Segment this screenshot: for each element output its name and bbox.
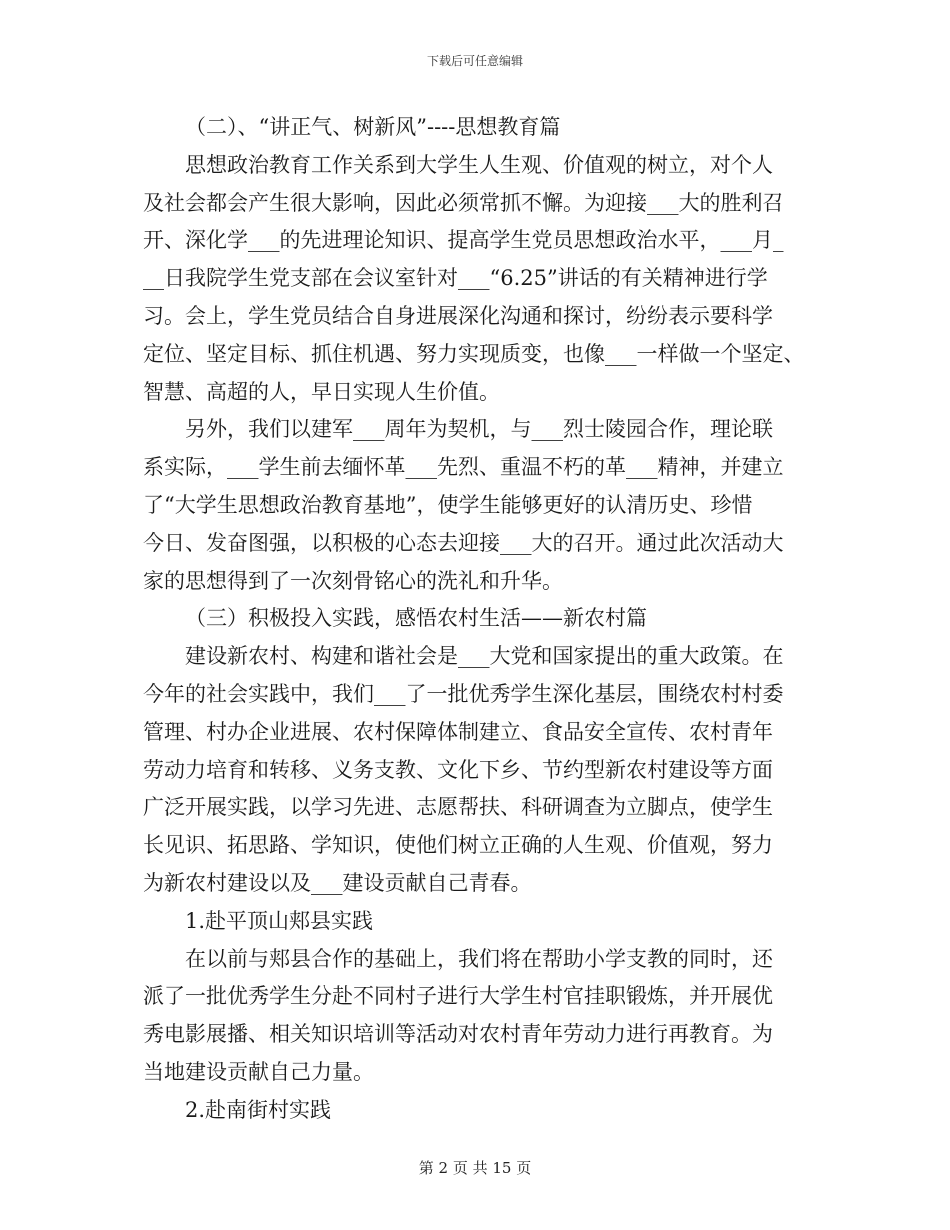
text-line: 1.赴平顶山郏县实践 [185,908,374,933]
text-line: （三）积极投入实践，感悟农村生活——新农村篇 [185,606,647,631]
text-line: 定位、坚定目标、抓住机遇、努力实现质变，也像___一样做一个坚定、 [143,341,805,366]
text-line: 劳动力培育和转移、义务支教、文化下乡、节约型新农村建设等方面 [143,757,773,782]
text-line: 长见识、拓思路、学知识，使他们树立正确的人生观、价值观，努力 [143,833,773,858]
text-line: 智慧、高超的人，早日实现人生价值。 [143,379,500,404]
page-header: 下载后可任意编辑 [426,54,523,68]
text-line: （二）、“讲正气、树新风”----思想教育篇 [185,115,561,139]
text-line: 广泛开展实践，以学习先进、志愿帮扶、科研调查为立脚点，使学生 [143,795,773,820]
text-line: __日我院学生党支部在会议室针对___“6.25”讲话的有关精神进行学 [143,266,768,291]
text-line: 思想政治教育工作关系到大学生人生观、价值观的树立，对个人 [185,152,773,177]
text-line: 建设新农村、构建和谐社会是___大党和国家提出的重大政策。在 [185,644,784,669]
text-line: 今日、发奋图强，以积极的心态去迎接___大的召开。通过此次活动大 [143,530,784,555]
text-line: 系实际，___学生前去缅怀革___先烈、重温不朽的革___精神，并建立 [143,455,784,480]
text-line: 家的思想得到了一次刻骨铭心的洗礼和升华。 [143,568,563,593]
text-line: 及社会都会产生很大影响，因此必须常抓不懈。为迎接___大的胜利召 [143,190,784,215]
text-line: 开、深化学___的先进理论知识、提高学生党员思想政治水平，___月_ [143,228,784,253]
document-body [143,109,811,1130]
text-line: 了“大学生思想政治教育基地”，使学生能够更好的认清历史、珍惜 [143,492,753,517]
text-line: 派了一批优秀学生分赴不同村子进行大学生村官挂职锻炼，并开展优 [143,984,773,1009]
text-line: 在以前与郏县合作的基础上，我们将在帮助小学支教的同时，还 [185,946,773,971]
text-line: 秀电影展播、相关知识培训等活动对农村青年劳动力进行再教育。为 [143,1022,773,1047]
text-line: 习。会上，学生党员结合自身进展深化沟通和探讨，纷纷表示要科学 [143,303,773,328]
text-line: 2.赴南街村实践 [185,1097,332,1122]
text-line: 今年的社会实践中，我们___了一批优秀学生深化基层，围绕农村村委 [143,681,784,706]
text-line: 当地建设贡献自己力量。 [143,1059,374,1084]
text-line: 另外，我们以建军___周年为契机，与___烈士陵园合作，理论联 [185,417,773,442]
text-line: 管理、村办企业进展、农村保障体制建立、食品安全宣传、农村青年 [143,719,773,744]
text-line: 为新农村建设以及___建设贡献自己青春。 [143,870,532,895]
page-footer: 第 2 页 共 15 页 [418,1159,532,1177]
